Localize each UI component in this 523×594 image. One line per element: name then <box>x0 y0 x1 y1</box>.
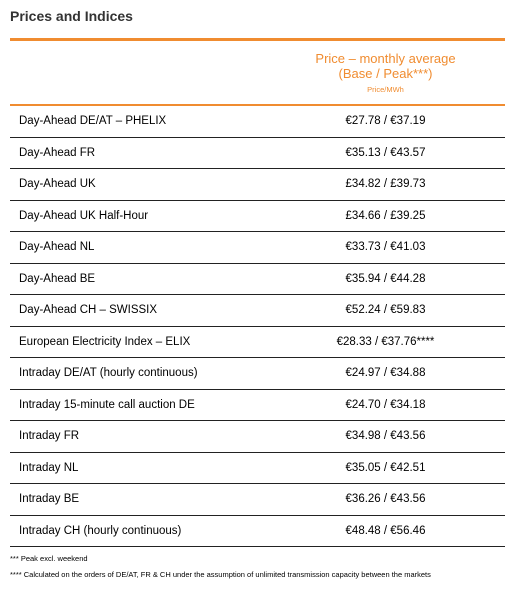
table-row <box>10 453 505 485</box>
row-label: Intraday FR <box>19 430 80 442</box>
table-row <box>10 138 505 170</box>
table-header <box>10 41 505 106</box>
row-label: Intraday DE/AT (hourly continuous) <box>19 367 198 379</box>
row-value: €27.78 / €37.19 <box>345 115 426 127</box>
row-label: Intraday NL <box>19 461 79 474</box>
row-label: Intraday CH (hourly continuous) <box>19 524 182 537</box>
row-label: European Electricity Index – ELIX <box>19 335 191 348</box>
price-column-header <box>266 51 505 95</box>
row-label: Intraday BE <box>19 493 80 505</box>
row-label: Day-Ahead NL <box>19 241 95 253</box>
row-value: €33.73 / €41.03 <box>345 241 426 253</box>
footnote-elix: **** Calculated on the orders of DE/AT, FR & CH under the assumption of unlimited transmission capacity between the markets <box>10 570 431 579</box>
row-value: £34.66 / £39.25 <box>345 209 426 222</box>
table-row <box>10 484 505 516</box>
row-value: €35.94 / €44.28 <box>345 272 426 285</box>
row-value: €28.33 / €37.76**** <box>336 335 435 348</box>
footnotes <box>10 553 515 580</box>
footnote-peak: *** Peak excl. weekend <box>10 554 88 563</box>
row-label: Day-Ahead DE/AT – PHELIX <box>19 115 167 127</box>
row-label: Day-Ahead BE <box>19 272 96 285</box>
column-subtitle: (Base / Peak***) <box>338 66 433 81</box>
row-value: €36.26 / €43.56 <box>345 493 426 505</box>
row-label: Day-Ahead UK Half-Hour <box>19 209 149 222</box>
table-row <box>10 264 505 296</box>
row-value: €34.98 / €43.56 <box>345 430 426 442</box>
table-row <box>10 232 505 264</box>
table-row <box>10 516 505 548</box>
table-row <box>10 390 505 422</box>
row-label: Intraday 15-minute call auction DE <box>19 398 195 411</box>
row-label: Day-Ahead UK <box>19 178 96 190</box>
table-row <box>10 358 505 390</box>
page-title: Prices and Indices <box>10 8 133 24</box>
table-row <box>10 201 505 233</box>
row-label: Day-Ahead CH – SWISSIX <box>19 304 158 316</box>
column-unit: Price/MWh <box>367 85 404 94</box>
row-value: €48.48 / €56.46 <box>345 524 426 537</box>
row-value: €35.05 / €42.51 <box>345 461 426 474</box>
column-title: Price – monthly average <box>315 51 456 66</box>
price-table <box>10 38 505 547</box>
row-value: €35.13 / €43.57 <box>345 146 426 159</box>
row-value: €24.97 / €34.88 <box>345 367 426 379</box>
table-row <box>10 327 505 359</box>
row-value: €52.24 / €59.83 <box>345 304 426 316</box>
row-value: €24.70 / €34.18 <box>345 398 426 411</box>
row-value: £34.82 / £39.73 <box>345 178 426 190</box>
row-label: Day-Ahead FR <box>19 146 96 159</box>
table-row <box>10 421 505 453</box>
table-row <box>10 295 505 327</box>
table-row <box>10 106 505 138</box>
table-row <box>10 169 505 201</box>
